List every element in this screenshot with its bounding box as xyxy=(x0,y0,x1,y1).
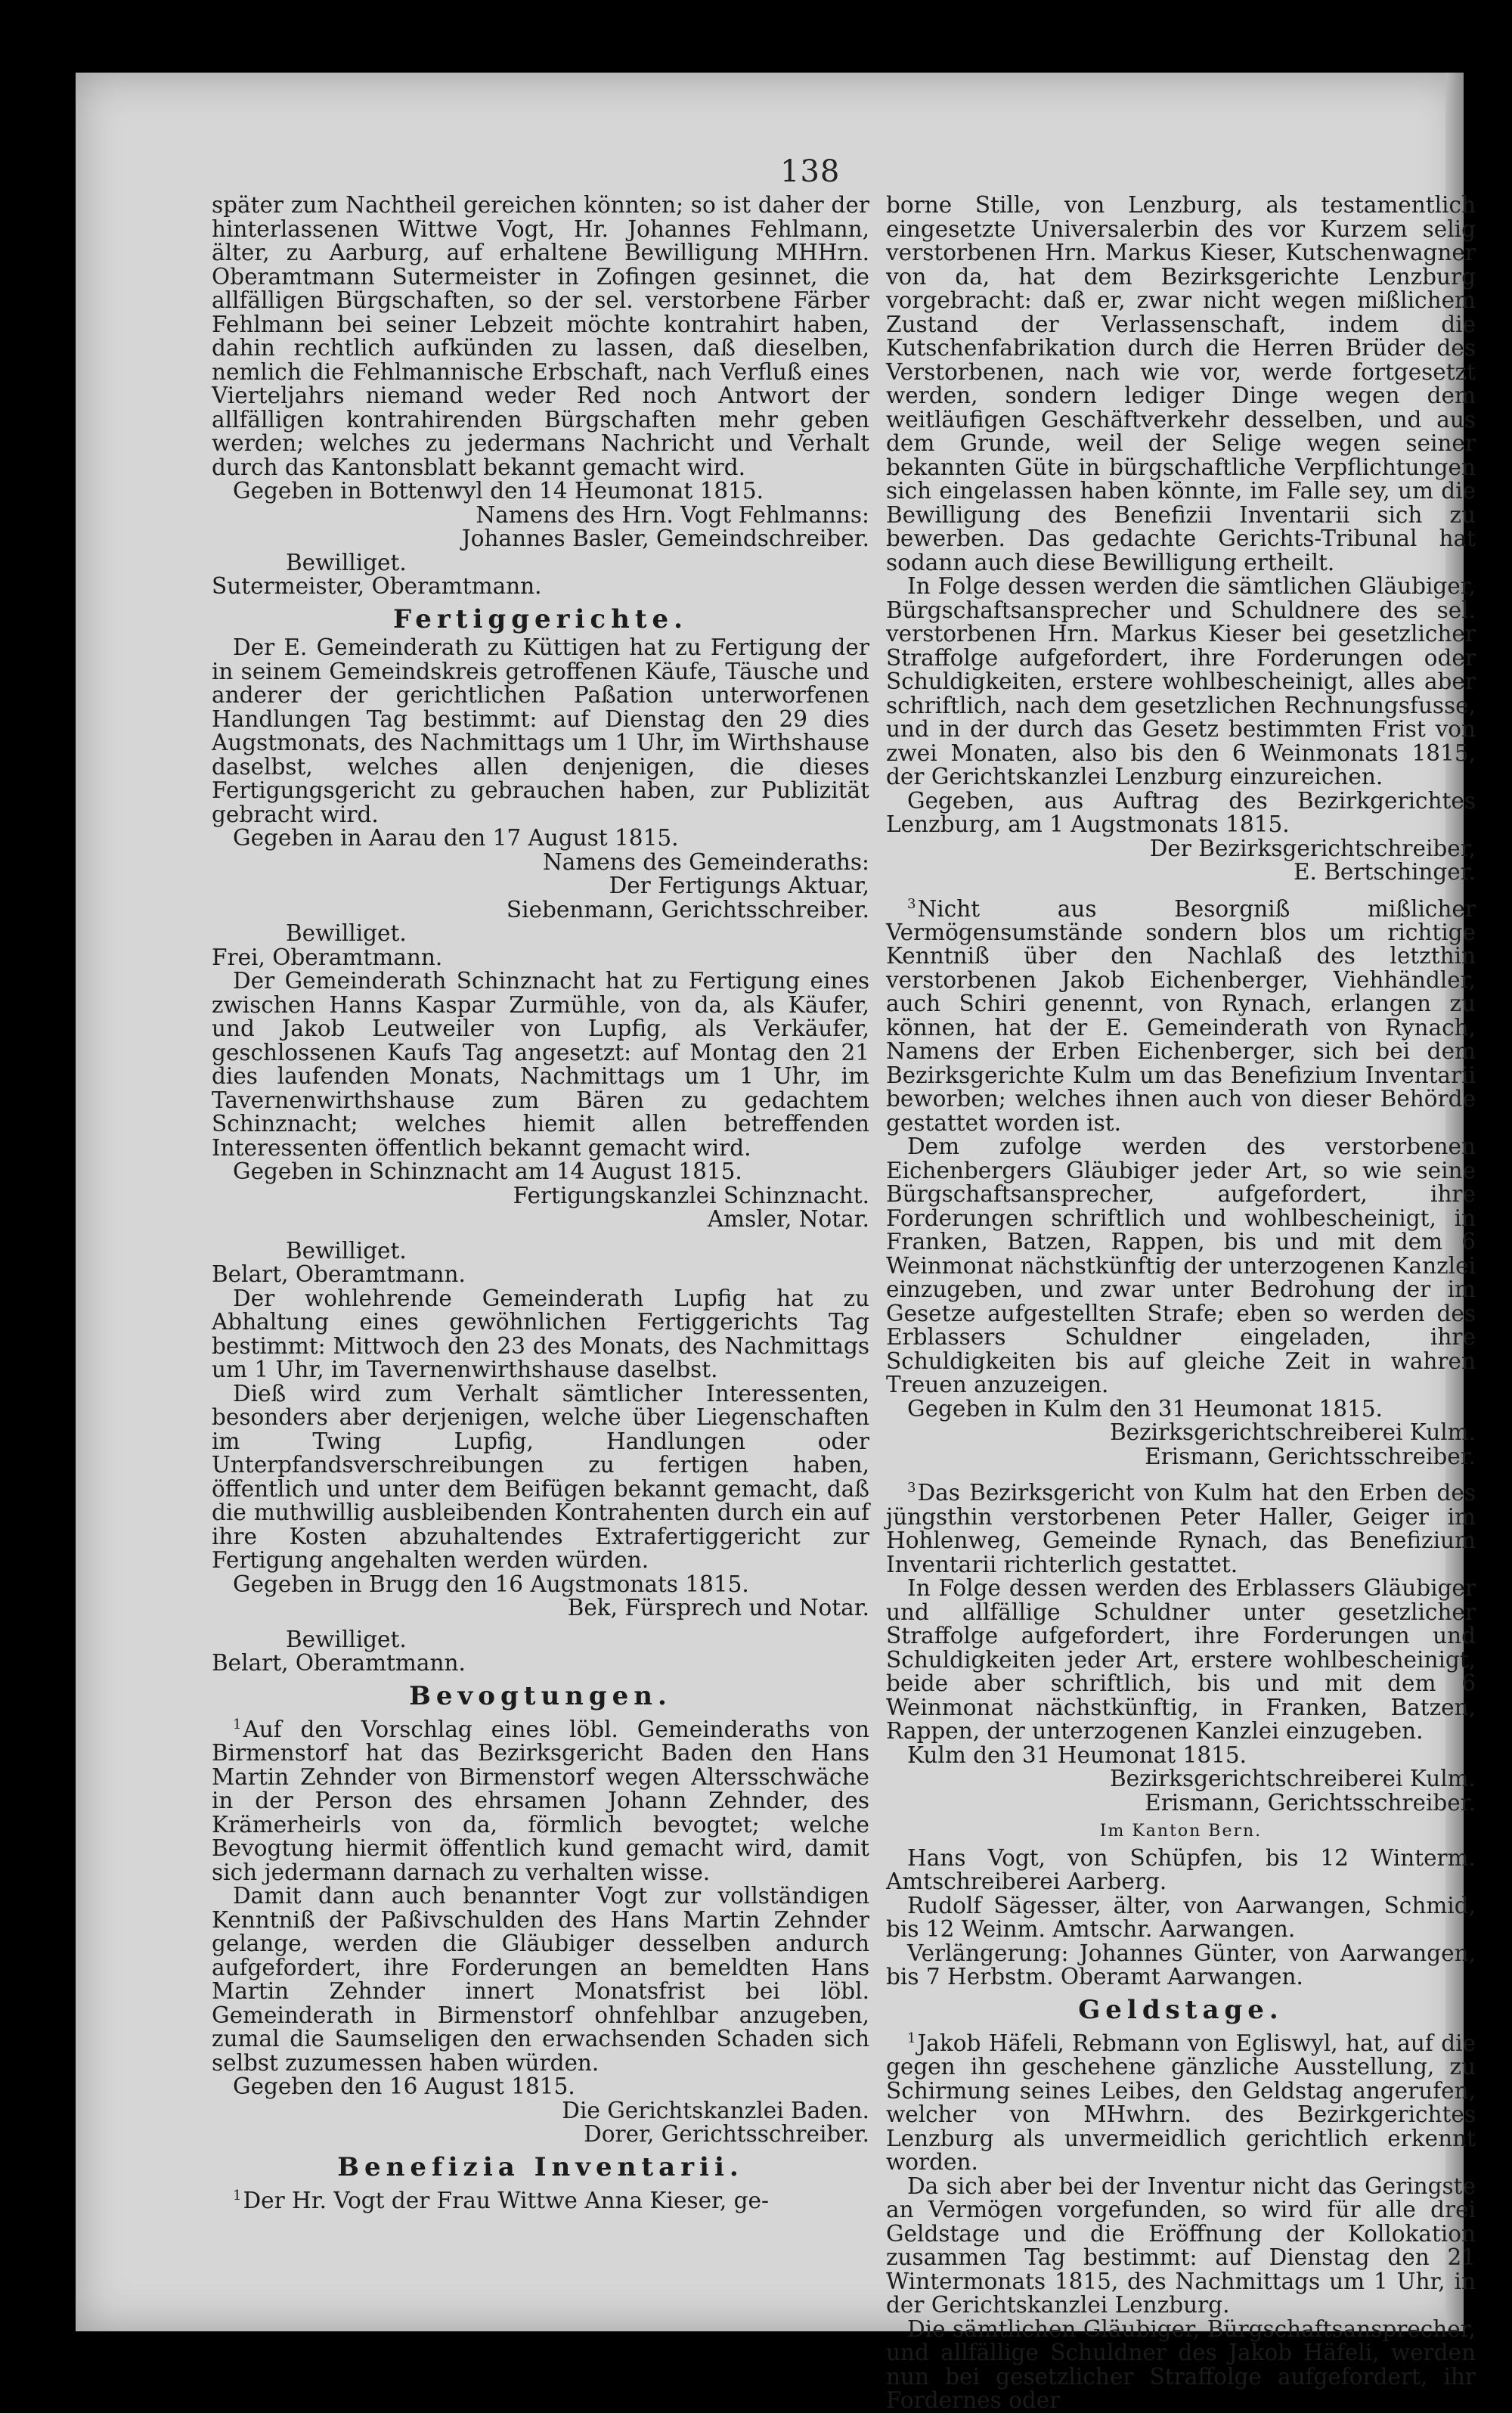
notice-body: Jakob Häfeli, Rebmann von Egliswyl, hat, auf die gegen ihn geschehene gänzliche Ausstellung, zu Schirmung seines Leibes, den Geldstag angerufen, welcher von MHwhrn. des Bezirkgerichtes Lenzburg als unvermeidlich gerichtlich erkennt worden. xyxy=(886,2030,1476,2176)
list-item: Rudolf Sägesser, älter, von Aarwangen, Schmid, bis 12 Weinm. Amtschr. Aarwangen. xyxy=(886,1892,1476,1943)
canton-note: Im Kanton Bern. xyxy=(1099,1822,1263,1841)
signature-line: Bezirksgerichtschreiberei Kulm. xyxy=(1109,1766,1476,1792)
signature-line: Johannes Basler, Gemeindschreiber. xyxy=(461,526,869,551)
section-heading: Geldstage. xyxy=(1078,1994,1284,2025)
notice-text: Der wohlehrende Gemeinderath Lupfig hat zu Abhaltung eines gewöhnlichen Fertiggerichts Tag bestimmt: Mittwoch den 23 des Monats, des Nachmittags um 1 Uhr, im Tavernenwirthshause daselbst. xyxy=(212,1285,869,1382)
notice-marker: 3 xyxy=(907,1480,916,1496)
notice-marker: 1 xyxy=(233,1717,242,1732)
signature-line: Dorer, Gerichtsschreiber. xyxy=(584,2121,869,2148)
notice-text: später zum Nachtheil gereichen könnten; so ist daher der hinterlassenen Wittwe Vogt, Hr. Johannes Fehlmann, älter, zu Aarburg, auf erhaltene Bewilligung MHHrn. Oberamtmann Sutermeister in Zofingen gesinnet, die allfälligen Bürgschaften, so der sel. verstorbene Färber Fehlmann bei seiner Lebzeit möchte kontrahirt haben, dahin rechtlich aufkünden zu lassen, daß dieselben, nemlich die Fehlmannische Erbschaft, nach Verfluß eines Vierteljahrs niemand weder Red noch Antwort der allfälligen kontrahirenden Bürgschaften mehr geben werden; welches zu jedermans Nachricht und Verhalt durch das Kantonsblatt bekannt gemacht wird. xyxy=(212,192,869,480)
approval-line: Bewilliget. xyxy=(286,1237,407,1264)
section-heading: Bevogtungen. xyxy=(409,1680,672,1711)
notice-text: Die sämtlichen Gläubiger, Bürgschaftsansprecher, und allfällige Schuldner des Jakob Häfeli, werden nun bei gesetzlicher Straffolge aufgefordert, ihr Fordernes oder xyxy=(886,2315,1476,2413)
approval-line: Bewilliget. xyxy=(286,1626,407,1652)
signature-line: E. Bertschinger. xyxy=(1293,859,1476,885)
page-number: 138 xyxy=(780,154,841,189)
signature-line: Amsler, Notar. xyxy=(707,1206,869,1232)
notice-body: Auf den Vorschlag eines löbl. Gemeinderaths von Birmenstorf hat das Bezirksgericht Baden den Hans Martin Zehnder von Birmenstorf wegen Altersschwäche in der Person des ehrsamen Johann Zehnder, des Krämerheirls von da, förmlich bevogtet; welche Bevogtung hiermit öffentlich kund gemacht wird, damit sich jedermann darnach zu verhalten wisse. xyxy=(212,1716,869,1885)
official-line: Belart, Oberamtmann. xyxy=(212,1650,466,1676)
notice-marker: 1 xyxy=(233,2188,242,2204)
notice-date: Gegeben den 16 August 1815. xyxy=(233,2073,575,2100)
notice-text xyxy=(886,1476,1476,1577)
signature-line: Der Bezirksgerichtschreiber, xyxy=(1149,835,1476,861)
right-column xyxy=(886,194,1476,2413)
signature-line: Bezirksgerichtschreiberei Kulm. xyxy=(1109,1419,1476,1446)
official-line: Sutermeister, Oberamtmann. xyxy=(212,573,542,599)
signature-line: Namens des Gemeinderaths: xyxy=(542,848,869,875)
notice-date: Gegeben, aus Auftrag des Bezirkgerichtes Lenzburg, am 1 Augstmonats 1815. xyxy=(886,787,1476,837)
notice-date: Gegeben in Kulm den 31 Heumonat 1815. xyxy=(907,1395,1383,1422)
signature-line: Namens des Hrn. Vogt Fehlmanns: xyxy=(476,501,869,528)
notice-text: borne Stille, von Lenzburg, als testamentlich eingesetzte Universalerbin des vor Kurzem selig verstorbenen Hrn. Markus Kieser, Kutschenwagner von da, hat dem Bezirksgerichte Lenzburg vorgebracht: daß er, zwar nicht wegen mißlichem Zustand der Verlassenschaft, indem die Kutschenfabrikation durch die Herren Brüder des Verstorbenen, nach wie vor, werde fortgesetzt werden, sondern lediger Dinge wegen dem weitläufigen Geschäftverkehr desselben, und aus dem Grunde, weil der Selige wegen seiner bekannten Güte in bürgschaftliche Verpflichtungen sich eingelassen haben könnte, im Falle sey, um die Bewilligung des Benefizii Inventarii sich zu bewerben. Das gedachte Gerichts-Tribunal hat sodann auch diese Bewilligung ertheilt. xyxy=(886,192,1476,575)
signature-line: Siebenmann, Gerichtsschreiber. xyxy=(506,896,869,923)
newspaper-page xyxy=(76,73,1476,2413)
notice-date: Kulm den 31 Heumonat 1815. xyxy=(907,1742,1247,1768)
notice-text: Da sich aber bei der Inventur nicht das Geringste an Vermögen vorgefunden, so wird für alle drei Geldstage und die Eröffnung der Kollokation zusammen Tag bestimmt: auf Dienstag den 21 Wintermonats 1815, des Nachmittags um 1 Uhr, in der Gerichtskanzlei Lenzburg. xyxy=(886,2173,1476,2318)
official-line: Frei, Oberamtmann. xyxy=(212,944,443,970)
official-line: Belart, Oberamtmann. xyxy=(212,1261,466,1287)
left-column xyxy=(212,194,869,2213)
signature-line: Der Fertigungs Aktuar, xyxy=(609,873,869,898)
notice-marker: 3 xyxy=(907,895,916,912)
section-heading: Fertiggerichte. xyxy=(392,603,689,634)
notice-text xyxy=(886,2027,1476,2175)
notice-marker: 1 xyxy=(907,2030,916,2047)
notice-text xyxy=(212,1713,869,1884)
notice-date: Gegeben in Aarau den 17 August 1815. xyxy=(233,825,679,851)
notice-body: Das Bezirksgericht von Kulm hat den Erben des jüngsthin verstorbenen Peter Haller, Geiger im Hohlenweg, Gemeinde Rynach, das Benefizium Inventarii richterlich gestattet. xyxy=(886,1480,1476,1577)
notice-text xyxy=(212,2184,869,2213)
notice-text: Dem zufolge werden des verstorbenen Eichenbergers Gläubiger jeder Art, so wie seine Bürgschaftsansprecher, aufgefordert, ihre Forderungen schriftlich und wohlbescheinigt, in Franken, Batzen, Rappen, bis und mit dem 6 Weinmonat nächstkünftig der unterzogenen Kanzlei einzugeben, und zwar unter Bedrohung der im Gesetze aufgestellten Strafe; eben so werden des Erblassers Schuldner eingeladen, ihre Schuldigkeiten bis auf gleiche Zeit in wahren Treuen anzuzeigen. xyxy=(886,1134,1476,1398)
notice-text xyxy=(886,892,1476,1136)
notice-body: Der Hr. Vogt der Frau Wittwe Anna Kieser, ge- xyxy=(243,2188,769,2214)
notice-date: Gegeben in Bottenwyl den 14 Heumonat 1815. xyxy=(233,478,764,504)
notice-body: Nicht aus Besorgniß mißlicher Vermögensumstände sondern blos um richtige Kenntniß über den Nachlaß des letzthin verstorbenen Jakob Eichenberger, Viehhändler, auch Schiri genennt, von Rynach, erlangen zu können, hat der E. Gemeinderath von Rynach, Namens der Erben Eichenberger, sich bei dem Bezirksgerichte Kulm um das Benefizium Inventarii beworben; welches ihnen auch von dieser Behörde gestattet worden ist. xyxy=(886,895,1476,1136)
list-item: Hans Vogt, von Schüpfen, bis 12 Winterm. Amtschreiberei Aarberg. xyxy=(886,1844,1476,1895)
list-item: Verlängerung: Johannes Günter, von Aarwangen, bis 7 Herbstm. Oberamt Aarwangen. xyxy=(886,1940,1476,1990)
notice-text: Der E. Gemeinderath zu Küttigen hat zu Fertigung der in seinem Gemeindskreis getroffenen Käufe, Täusche und anderer der gerichtlichen Paßation unterworfenen Handlungen Tag bestimmt: auf Dienstag den 29 dies Augstmonats, des Nachmittags um 1 Uhr, im Wirthshause daselbst, welches allen denjenigen, die dieses Fertigungsgericht zu gebrauchen haben, zur Publizität gebracht wird. xyxy=(212,634,869,827)
notice-text: In Folge dessen werden die sämtlichen Gläubiger, Bürgschaftsansprecher und Schuldnere des sel. verstorbenen Hrn. Markus Kieser bei gesetzlicher Straffolge aufgefordert, ihre Forderungen oder Schuldigkeiten, erstere wohlbescheinigt, alles aber schriftlich, nach dem gesetzlichen Rechnungsfusse, und in der durch das Gesetz bestimmten Frist von zwei Monaten, also bis den 6 Weinmonats 1815, der Gerichtskanzlei Lenzburg einzureichen. xyxy=(886,573,1476,789)
notice-text: Der Gemeinderath Schinznacht hat zu Fertigung eines zwischen Hanns Kaspar Zurmühle, von da, als Käufer, und Jakob Leutweiler von Lupfig, als Verkäufer, geschlossenen Kaufs Tag angesetzt: auf Montag den 21 dies laufenden Monats, Nachmittags um 1 Uhr, im Tavernenwirthshause zum Bären zu gedachtem Schinznacht; welches hiemit allen betreffenden Interessenten öffentlich bekannt gemacht wird. xyxy=(212,968,869,1161)
notice-date: Gegeben in Brugg den 16 Augstmonats 1815. xyxy=(233,1571,749,1597)
section-heading: Benefizia Inventarii. xyxy=(337,2151,744,2182)
notice-text: Damit dann auch benannter Vogt zur vollständigen Kenntniß der Paßivschulden des Hans Martin Zehnder gelange, werden die Gläubiger desselben andurch aufgefordert, ihre Forderungen an bemeldten Hans Martin Zehnder innert Monatsfrist bei löbl. Gemeinderath in Birmenstorf ohnfehlbar anzugeben, zumal die Saumseligen den erwachsenden Schaden sich selbst zuzumessen haben würden. xyxy=(212,1883,869,2076)
notice-text: In Folge dessen werden des Erblassers Gläubiger und allfällige Schuldner unter gesetzlicher Straffolge aufgefordert, ihre Forderungen und Schuldigkeiten jeder Art, erstere wohlbescheinigt, beide aber schriftlich, bis und mit dem 6 Weinmonat nächstkünftig, in Franken, Batzen, Rappen, der unterzogenen Kanzlei einzugeben. xyxy=(886,1575,1476,1745)
approval-line: Bewilliget. xyxy=(286,920,407,946)
approval-line: Bewilliget. xyxy=(286,549,407,575)
notice-text: Dieß wird zum Verhalt sämtlicher Interessenten, besonders aber derjenigen, welche über Liegenschaften im Twing Lupfig, Handlungen oder Unterpfandsverschreibungen zu fertigen haben, öffentlich und unter dem Beifügen bekannt gemacht, daß die muthwillig ausbleibenden Kontrahenten durch ein auf ihre Kosten abzuhaltendes Extrafertiggericht zur Fertigung angehalten werden würden. xyxy=(212,1380,869,1573)
signature-line: Die Gerichtskanzlei Baden. xyxy=(562,2097,869,2123)
signature-line: Bek, Fürsprech und Notar. xyxy=(567,1595,869,1621)
signature-line: Erismann, Gerichtsschreiber. xyxy=(1145,1789,1476,1816)
notice-date: Gegeben in Schinznacht am 14 August 1815. xyxy=(233,1158,742,1184)
signature-line: Fertigungskanzlei Schinznacht. xyxy=(513,1182,869,1208)
signature-line: Erismann, Gerichtsschreiber. xyxy=(1145,1443,1476,1469)
